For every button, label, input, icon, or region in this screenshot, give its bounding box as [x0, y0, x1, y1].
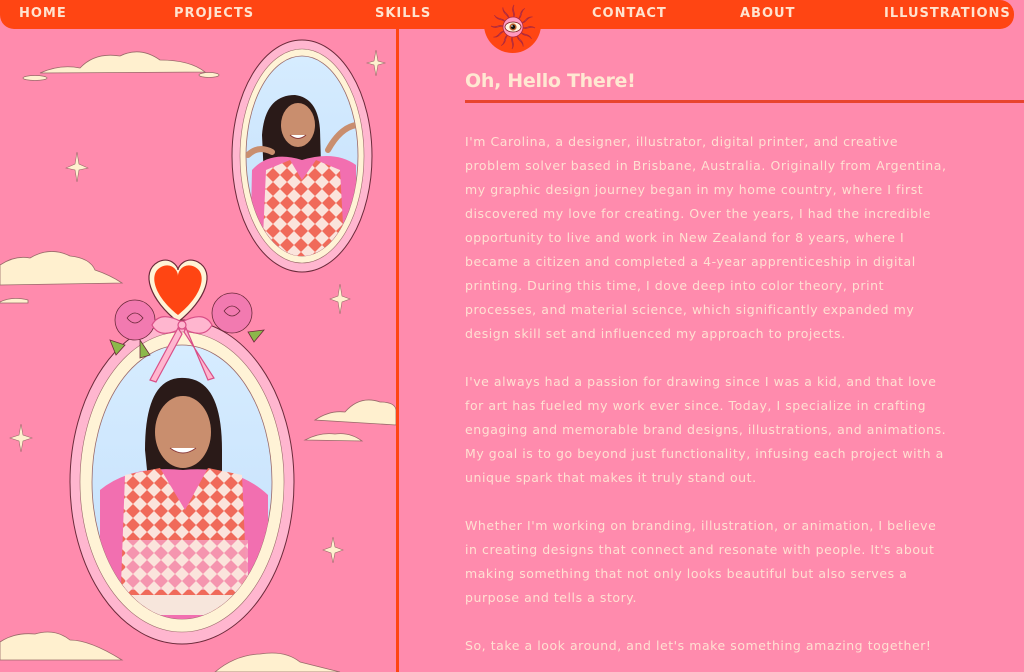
nav-about[interactable]: ABOUT	[740, 6, 796, 21]
about-title: Oh, Hello There!	[465, 70, 636, 92]
about-paragraph: I'm Carolina, a designer, illustrator, digital printer, and creative problem solver based in Brisbane, Australia. Originally from Argentina, my graphic design journey began in my home country, where I first discovered my love for creating. Over the years, I had the incredible opportunity to live and work in New Zealand for 8 years, where I became a citizen and completed a 4-year apprenticeship in digital printing. During this time, I dove deep into color theory, print processes, and material science, which significantly expanded my design skill set and influenced my approach to projects.	[465, 134, 947, 341]
sun-eye-logo-icon	[488, 2, 538, 52]
about-section	[465, 70, 1024, 672]
portrait-illustration	[0, 29, 396, 672]
nav-skills[interactable]: SKILLS	[375, 6, 432, 21]
illustration-panel	[0, 29, 396, 672]
nav-illustrations[interactable]: ILLUSTRATIONS	[884, 6, 1011, 21]
heart-icon	[149, 260, 207, 322]
portrait-large	[70, 260, 294, 644]
portrait-small	[232, 40, 372, 272]
nav-contact[interactable]: CONTACT	[592, 6, 667, 21]
vertical-divider	[396, 29, 399, 672]
about-body	[465, 130, 950, 658]
about-paragraph: I've always had a passion for drawing since I was a kid, and that love for art has fueled my work ever since. Today, I specialize in crafting engaging and memorable brand designs, illustrations, and animations. My goal is to go beyond just functionality, infusing each project with a unique spark that makes it truly stand out.	[465, 374, 947, 485]
about-paragraph: Whether I'm working on branding, illustration, or animation, I believe in creating designs that connect and resonate with people. It's about making something that not only looks beautiful but also serves a purpose and tells a story.	[465, 518, 937, 605]
logo-button[interactable]	[484, 0, 541, 53]
about-paragraph: So, take a look around, and let's make something amazing together!	[465, 638, 932, 653]
title-underline	[465, 100, 1024, 103]
nav-projects[interactable]: PROJECTS	[174, 6, 255, 21]
nav-home[interactable]: HOME	[19, 6, 67, 21]
